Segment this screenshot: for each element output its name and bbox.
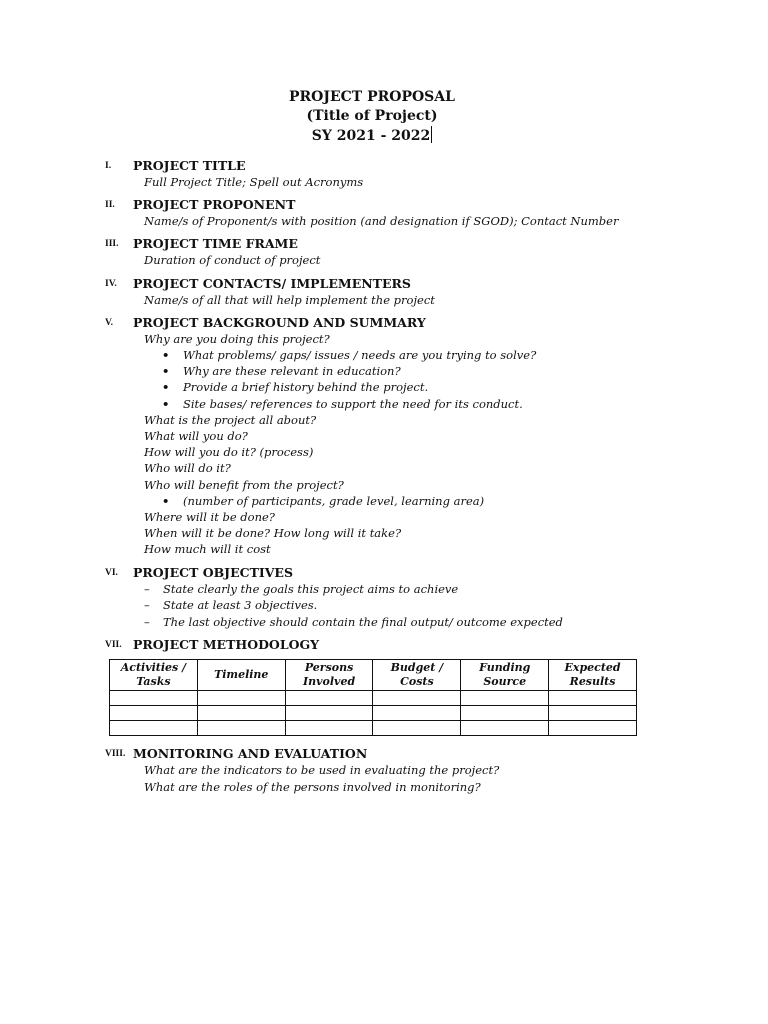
- section-numeral: V.: [105, 317, 114, 328]
- section-numeral: VI.: [105, 567, 118, 578]
- list-item: • (number of participants, grade level, learning area): [162, 493, 768, 509]
- section-instruction: Where will it be done?: [144, 510, 275, 525]
- section-instruction: Who will do it?: [144, 461, 231, 476]
- section-instruction: What will you do?: [144, 429, 248, 444]
- list-item: – State at least 3 objectives.: [144, 597, 768, 614]
- section-background-summary: [0, 315, 768, 558]
- column-header-budget: [373, 660, 461, 691]
- section-project-time-frame: [0, 236, 768, 268]
- header-line: Expected: [564, 661, 621, 675]
- header-line: Involved: [303, 675, 356, 689]
- section-project-title: [0, 158, 768, 190]
- table-cell[interactable]: [285, 691, 373, 706]
- header-line: Source: [483, 675, 527, 689]
- list-item: – The last objective should contain the final output/ outcome expected: [144, 614, 768, 631]
- section-project-contacts: [0, 276, 768, 308]
- table-row: [110, 721, 637, 736]
- table-cell[interactable]: [461, 706, 549, 721]
- section-numeral: IV.: [105, 278, 117, 289]
- section-numeral: VIII.: [105, 749, 126, 760]
- section-numeral: II.: [105, 200, 115, 211]
- header-line: Costs: [400, 675, 434, 689]
- section-numeral: I.: [105, 161, 112, 171]
- table-cell[interactable]: [549, 721, 637, 736]
- header-line: Persons: [304, 661, 354, 675]
- section-instruction: How will you do it? (process): [144, 445, 314, 460]
- section-instruction: Full Project Title; Spell out Acronyms: [144, 175, 364, 189]
- column-header-persons: [285, 660, 373, 691]
- bullet-list: [162, 347, 768, 412]
- list-item: • Why are these relevant in education?: [162, 363, 768, 379]
- section-project-proponent: [0, 197, 768, 229]
- section-heading: PROJECT OBJECTIVES: [133, 564, 293, 580]
- list-item: – State clearly the goals this project aims to achieve: [144, 581, 768, 598]
- bullet-list: [162, 493, 768, 509]
- table-cell[interactable]: [110, 691, 198, 706]
- header-line: Results: [569, 675, 616, 689]
- header-line: Timeline: [214, 668, 269, 682]
- table-row: [110, 706, 637, 721]
- section-instruction: Who will benefit from the project?: [144, 477, 344, 492]
- dash-list: [144, 581, 768, 631]
- section-instruction: Duration of conduct of project: [144, 253, 321, 268]
- section-instruction: How much will it cost: [144, 542, 271, 557]
- header-title: PROJECT PROPOSAL: [289, 89, 455, 105]
- header-line: Budget /: [390, 661, 444, 675]
- header-project-title: (Title of Project): [306, 108, 438, 124]
- table-cell[interactable]: [549, 706, 637, 721]
- table-cell[interactable]: [110, 706, 198, 721]
- section-instruction: What is the project all about?: [144, 412, 317, 427]
- school-year-text: SY 2021 - 2022: [311, 128, 431, 144]
- section-heading: PROJECT CONTACTS/ IMPLEMENTERS: [133, 275, 411, 291]
- table-cell[interactable]: [110, 721, 198, 736]
- column-header-results: [549, 660, 637, 691]
- table-cell[interactable]: [285, 706, 373, 721]
- table-cell[interactable]: [197, 721, 285, 736]
- section-heading: PROJECT TIME FRAME: [133, 236, 298, 252]
- section-heading: PROJECT BACKGROUND AND SUMMARY: [133, 314, 426, 330]
- table-cell[interactable]: [461, 721, 549, 736]
- list-item: • What problems/ gaps/ issues / needs are you trying to solve?: [162, 347, 768, 363]
- list-item: • Site bases/ references to support the need for its conduct.: [162, 396, 768, 412]
- table-cell[interactable]: [197, 706, 285, 721]
- table-cell[interactable]: [373, 721, 461, 736]
- section-instruction: Why are you doing this project?: [144, 331, 330, 346]
- section-project-objectives: [0, 565, 768, 631]
- table-row: [110, 691, 637, 706]
- section-instruction: When will it be done? How long will it take?: [144, 526, 402, 541]
- list-item: • Provide a brief history behind the project.: [162, 379, 768, 395]
- section-monitoring-evaluation: [0, 746, 768, 794]
- table-cell[interactable]: [197, 691, 285, 706]
- table-header-row: [110, 660, 637, 691]
- table-cell[interactable]: [549, 691, 637, 706]
- section-numeral: III.: [105, 239, 119, 250]
- section-heading: MONITORING AND EVALUATION: [133, 746, 368, 762]
- column-header-funding: [461, 660, 549, 691]
- table-cell[interactable]: [373, 706, 461, 721]
- section-instruction: What are the roles of the persons involved in monitoring?: [144, 779, 481, 794]
- section-instruction: Name/s of all that will help implement the project: [144, 292, 435, 307]
- section-heading: PROJECT METHODOLOGY: [133, 637, 320, 653]
- column-header-activities: [110, 660, 198, 691]
- section-heading: PROJECT TITLE: [133, 158, 246, 173]
- section-instruction: What are the indicators to be used in evaluating the project?: [144, 763, 500, 778]
- header-line: Activities /: [120, 661, 187, 675]
- table-cell[interactable]: [373, 691, 461, 706]
- section-project-methodology: [0, 637, 768, 736]
- header-school-year: [0, 126, 744, 146]
- text-cursor: [431, 126, 432, 143]
- methodology-table: [109, 659, 637, 736]
- section-instruction: Name/s of Proponent/s with position (and designation if SGOD); Contact Number: [144, 214, 619, 229]
- proposal-sections: [0, 158, 768, 802]
- column-header-timeline: [197, 660, 285, 691]
- section-numeral: VII.: [105, 640, 122, 651]
- section-heading: PROJECT PROPONENT: [133, 197, 296, 213]
- document-header: [0, 88, 744, 146]
- header-line: Funding: [479, 661, 531, 675]
- table-cell[interactable]: [285, 721, 373, 736]
- table-cell[interactable]: [461, 691, 549, 706]
- header-line: Tasks: [136, 675, 171, 689]
